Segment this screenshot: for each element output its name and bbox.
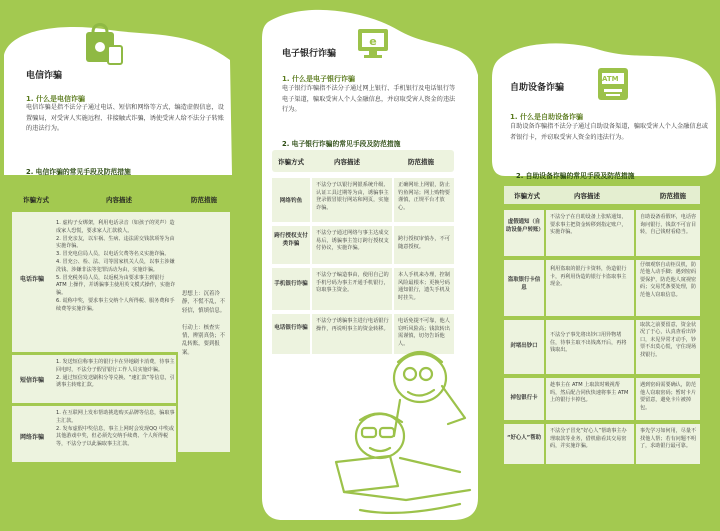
table-row	[504, 378, 700, 420]
table-header-method: 诈骗方式	[514, 192, 540, 200]
row-method: 跨行授权支付类诈骗	[274, 233, 308, 247]
atm-label: ATM	[602, 75, 619, 83]
left-section-title: 电信诈骗	[26, 71, 63, 81]
table-row	[272, 226, 454, 264]
table-header-desc: 内容描述	[106, 195, 132, 204]
right-q1-title: 1. 什么是自助设备诈骗	[510, 113, 583, 121]
row-method: 电话银行诈骗	[274, 325, 308, 331]
row-measure: 自助设备看假环，电话咨询问银行，钱款不可盲目转，自己钱财看稳当。	[640, 214, 697, 236]
row-method-box	[504, 424, 544, 464]
row-desc: 不法分子以银行网银系统升级、认证工具过期等为由，诱骗事主登录假冒银行网站和网页，实施诈骗。	[316, 182, 389, 211]
row-measure: 仔细观察自动柜员机，防范他人动手脚；遇到密码要保护，防范他人窥视密码；交易凭条要处理，防范他人窃取信息。	[640, 262, 697, 298]
row-measure: 电话免提不可靠，他人窃听风险高；钱款转出需谨慎，切勿告诉他人。	[398, 318, 450, 347]
row-method-box	[272, 314, 310, 354]
table-row	[272, 268, 454, 310]
row-method: “好心人”帮助	[506, 435, 542, 441]
row-measure: 思想上：沉着冷静，不慌不乱，不轻信，慎填信息。 行动上：核查实情，辨别真伪；不乱转账，要到报案。	[178, 212, 230, 452]
row-method-box	[272, 268, 310, 310]
left-q1-text: 电信诈骗是指不法分子通过电话、短信和网络等方式，编造虚假信息，设置骗局，对受害人实施远程、非接触式诈骗，诱使受害人给不法分子转账的违法行为。	[26, 104, 224, 132]
row-desc: 不法分子通过网络与事主达成交易后，诱骗事主签订跨行授权支付协议，实施诈骗。	[316, 230, 389, 252]
row-method: 手机银行诈骗	[274, 281, 308, 287]
shopping-bag-icon	[78, 18, 128, 68]
table-row	[504, 260, 700, 316]
table-row	[504, 210, 700, 256]
row-measure: 事先学习如何用，尽量不找他人帮；若有问题不明了，求助银行最可靠。	[640, 428, 697, 450]
table-header-row	[12, 189, 230, 209]
row-measure: 跨行授权审慎办，不可随意授权。	[398, 236, 450, 250]
row-measure: 遇到密码需要确认，防范他人窃取密码；暂时卡片要留意，避免卡片被掉包。	[640, 382, 697, 411]
row-method: 网络钓鱼	[279, 198, 303, 204]
table-row	[12, 406, 176, 462]
table-header-measure: 防范措施	[191, 195, 217, 204]
table-row	[12, 355, 176, 403]
atm-icon	[596, 66, 630, 102]
left-table	[12, 186, 230, 212]
right-table-header	[504, 186, 700, 204]
table-header-method: 诈骗方式	[23, 195, 49, 204]
middle-q2-title: 2. 电子银行诈骗的常见手段及防范措施	[282, 140, 401, 148]
row-method: 掉包银行卡	[510, 395, 538, 401]
row-desc: 趁事主在 ATM 上取款时吸视帮吗，然后配合同伙快速将事主 ATM 上的银行卡掉包。	[550, 382, 629, 404]
row-desc: 不法分子冒充“好心人”帮助事主办理取款等业务，借机偷看其交易密码，并实施诈骗。	[550, 428, 627, 450]
row-desc: 不法分子在自助设备上张贴通知，要求事主把资金转移到指定账户，实施诈骗。	[550, 214, 627, 236]
table-header-measure: 防范措施	[660, 192, 686, 200]
row-method: 虚假通知（自助设备户转账）	[506, 219, 544, 233]
row-measure: 正确网址上网银，防止钓鱼网站；网上购物要谨慎，正规平台才放心。	[398, 182, 450, 211]
table-header-measure: 防范措施	[408, 158, 434, 166]
table-header-method: 诈骗方式	[278, 158, 304, 166]
table-row	[272, 178, 454, 222]
row-method: 盗取银行卡信息	[507, 277, 541, 291]
table-header-desc: 内容描述	[574, 192, 600, 200]
row-desc: 不法分子事先将出钞口用异物堵住，待事主取不出钱离开后，再将钱取出。	[550, 332, 627, 354]
right-q2-title: 2. 自助设备诈骗的常见手段及防范措施	[516, 172, 635, 180]
row-desc: 利用盗取的银行卡资料，伪造银行卡，再利用伪造的银行卡盗取事主现金。	[550, 266, 627, 288]
row-desc: 1. 在互联网上发布帮助挑选购买品牌等信息，骗取事主汇款。 2. 发布虚假中奖信息，事主上网时会发现QQ 中奖或其他游戏中奖，但必须先交纳手续费、个人所得税等，不法分子以此骗取事主汇款。	[56, 410, 175, 448]
row-measure: 取款之前要留意，资金状况了于心，认真查看出钞口，未见异常才动手，钞票不出莫心慌，守住现场找银行。	[640, 322, 697, 358]
left-q2-title: 2. 电信诈骗的常见手段及防范措施	[26, 168, 131, 176]
row-desc: 1. 发送短信称事主的银行卡在异地刷卡消费，待事主回电时，不法分子假冒银行工作人员实施诈骗。 2. 通过短信发送刷积分等兑换、“速汇款”等信息，引诱事主转账汇款。	[56, 359, 175, 389]
right-section-title: 自助设备诈骗	[510, 83, 565, 93]
row-measure: 本人手机来办理，控制风险最根本；更换号码通知银行，遗失手机及时挂失。	[398, 272, 450, 301]
table-header-desc: 内容描述	[334, 158, 360, 166]
table-row	[504, 320, 700, 374]
left-q1-title: 1. 什么是电信诈骗	[26, 95, 85, 103]
row-method: 封堵出钞口	[510, 343, 538, 349]
row-desc: 不法分子编造事由，使用自己的手机号码为事主开通手机银行，窃取事主资金。	[316, 272, 389, 294]
cartoon-illustration	[330, 340, 475, 518]
svg-text:e: e	[369, 35, 377, 48]
middle-section-title: 电子银行诈骗	[282, 49, 337, 59]
row-desc: 不法分子诱骗事主进行电话银行操作，再说明事主的资金转移。	[316, 318, 389, 332]
row-method: 短信诈骗	[19, 377, 44, 384]
computer-e-icon	[355, 26, 391, 60]
middle-q1-title: 1. 什么是电子银行诈骗	[282, 75, 355, 83]
table-row	[504, 424, 700, 464]
middle-q1-text: 电子银行诈骗指不法分子通过网上银行、手机银行及电话银行等电子渠道，骗取受害人个人金融信息，并窃取受害人资金的违法行为。	[282, 85, 456, 113]
row-desc: 1. 虚构子女绑架，利用电话录音（如孩子的哭声）造成家人恐慌，要求家人汇款救人。 2. 冒充亲友，以车祸、生病、违法需交钱款项等为由实施诈骗。 3. 冒充电信局人员，以电话欠费等名义实施诈骗。 4. 冒充公、检、法、司等国家机关人员，以事主涉嫌洗钱、涉嫌非法等犯罪活动为由，实施诈骗。 5. 冒充税务局人员，以返税为由要求事主到银行 ATM 上操作，并诱骗事主使用英文模式操作，实施诈骗。 6. 谎称中奖，要求事主交纳个人所得税、服务费和手续费等实施诈骗。	[56, 220, 176, 312]
row-method: 电话诈骗	[19, 276, 44, 283]
right-q1-text: 自助设备诈骗指不法分子通过自助设备渠道，骗取受害人个人金融信息或者银行卡，并窃取受害人资金的违法行为。	[510, 123, 708, 141]
row-method: 网络诈骗	[19, 434, 44, 441]
middle-table-header	[272, 150, 454, 172]
